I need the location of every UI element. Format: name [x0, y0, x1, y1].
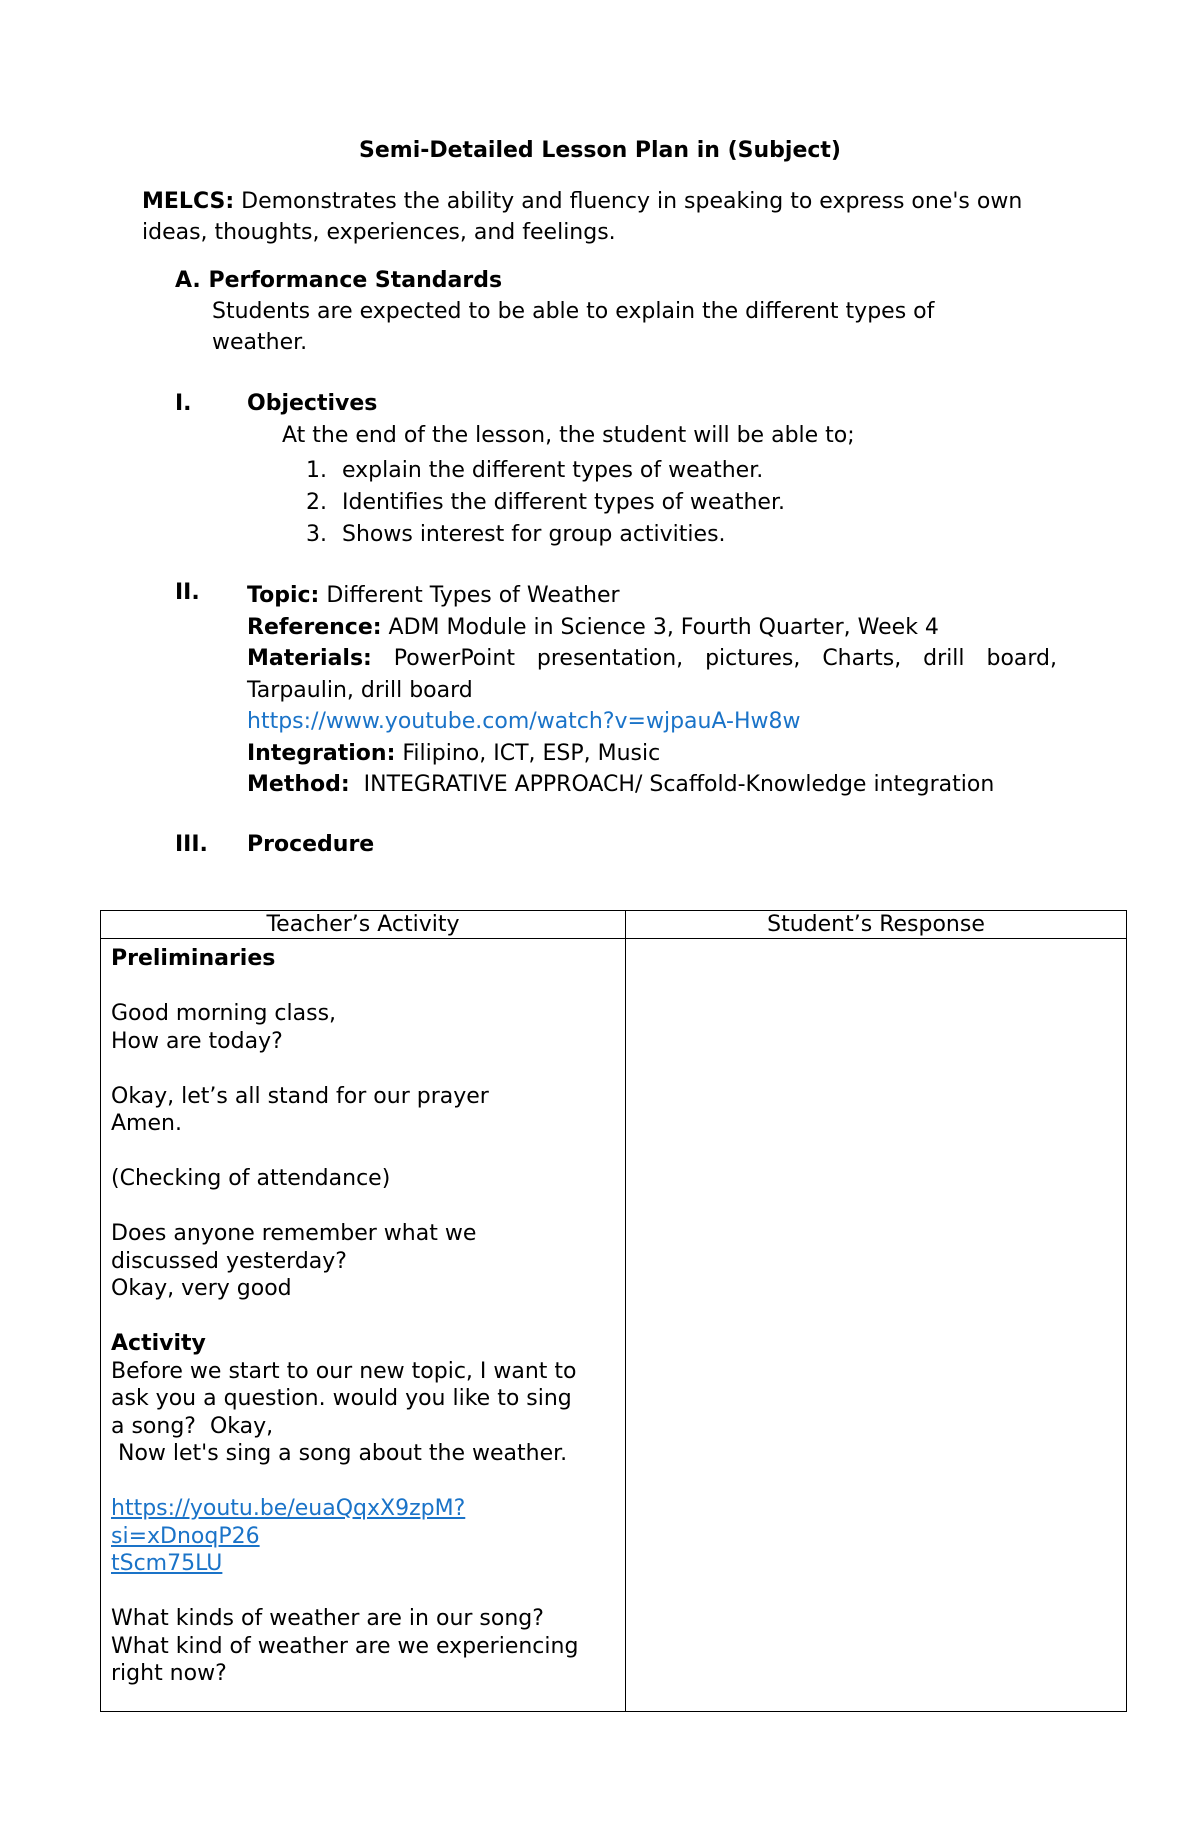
melcs-label: MELCS: [142, 189, 235, 214]
objectives-heading: Objectives [247, 391, 378, 416]
objectives-intro: At the end of the lesson, the student will be able to; [282, 423, 855, 448]
teacher-activity-header: Teacher’s Activity [101, 911, 626, 939]
table-text: Now let's sing a song about the weather. [111, 1441, 568, 1466]
integration-line: Integration: Filipino, ICT, ESP, Music [247, 740, 661, 766]
section-two-number: II. [175, 580, 200, 605]
procedure-number: III. [175, 832, 208, 857]
procedure-table [100, 910, 1127, 1712]
melcs-text: Demonstrates the ability and fluency in speaking to express one's own ideas, thoughts, experiences, and feelings. [142, 189, 1023, 245]
student-response-header: Student’s Response [626, 911, 1127, 939]
table-text: (Checking of attendance) [111, 1166, 391, 1191]
objectives-number: I. [175, 391, 192, 416]
list-item: 1. explain the different types of weather. [306, 458, 764, 483]
table-text: Okay, let’s all stand for our prayer [111, 1083, 489, 1109]
page-title: Semi-Detailed Lesson Plan in (Subject) [359, 138, 841, 163]
table-text: discussed yesterday? [111, 1248, 347, 1274]
preliminaries-heading: Preliminaries [111, 946, 276, 971]
reference-line: Reference: ADM Module in Science 3, Fourth Quarter, Week 4 [247, 614, 939, 640]
youtube-link[interactable]: https://www.youtube.com/watch?v=wjpauA-Hw8w [247, 709, 801, 734]
list-item: 3. Shows interest for group activities. [306, 522, 726, 547]
table-text: Good morning class, [111, 1001, 337, 1026]
table-text: ask you a question. would you like to sing [111, 1386, 572, 1411]
teacher-activity-cell [101, 939, 626, 1712]
method-line: Method: INTEGRATIVE APPROACH/ Scaffold-Knowledge integration [247, 772, 995, 797]
procedure-heading: Procedure [247, 832, 375, 857]
table-header-row [101, 911, 1127, 939]
table-text: How are today? [111, 1028, 283, 1054]
performance-standards-text: Students are expected to be able to explain the different types of weather. [212, 299, 935, 355]
performance-standards-heading: A. Performance Standards [175, 268, 503, 293]
table-text: Does anyone remember what we [111, 1221, 477, 1246]
topic-block [247, 580, 1057, 801]
song-link[interactable]: https://youtu.be/euaQqxX9zpM? si=xDnoqP26 tScm75LU [111, 1496, 466, 1576]
student-response-cell [626, 939, 1127, 1712]
activity-heading: Activity [111, 1331, 206, 1356]
topic-line: Topic: Different Types of Weather [247, 583, 620, 608]
table-text: right now? [111, 1661, 227, 1686]
table-row [101, 939, 1127, 1712]
list-item: 2. Identifies the different types of weather. [306, 490, 785, 515]
materials-line: Materials: PowerPoint presentation, pictures, Charts, drill board, Tarpaulin, drill board [247, 646, 1057, 703]
table-text: What kind of weather are we experiencing [111, 1633, 579, 1659]
objectives-list [306, 455, 785, 551]
table-text: What kinds of weather are in our song? [111, 1606, 544, 1631]
table-text: Amen. [111, 1111, 182, 1136]
table-text: a song? Okay, [111, 1413, 274, 1439]
table-text: Okay, very good [111, 1276, 292, 1301]
melcs-paragraph [142, 186, 1062, 248]
table-text: Before we start to our new topic, I want to [111, 1358, 577, 1384]
